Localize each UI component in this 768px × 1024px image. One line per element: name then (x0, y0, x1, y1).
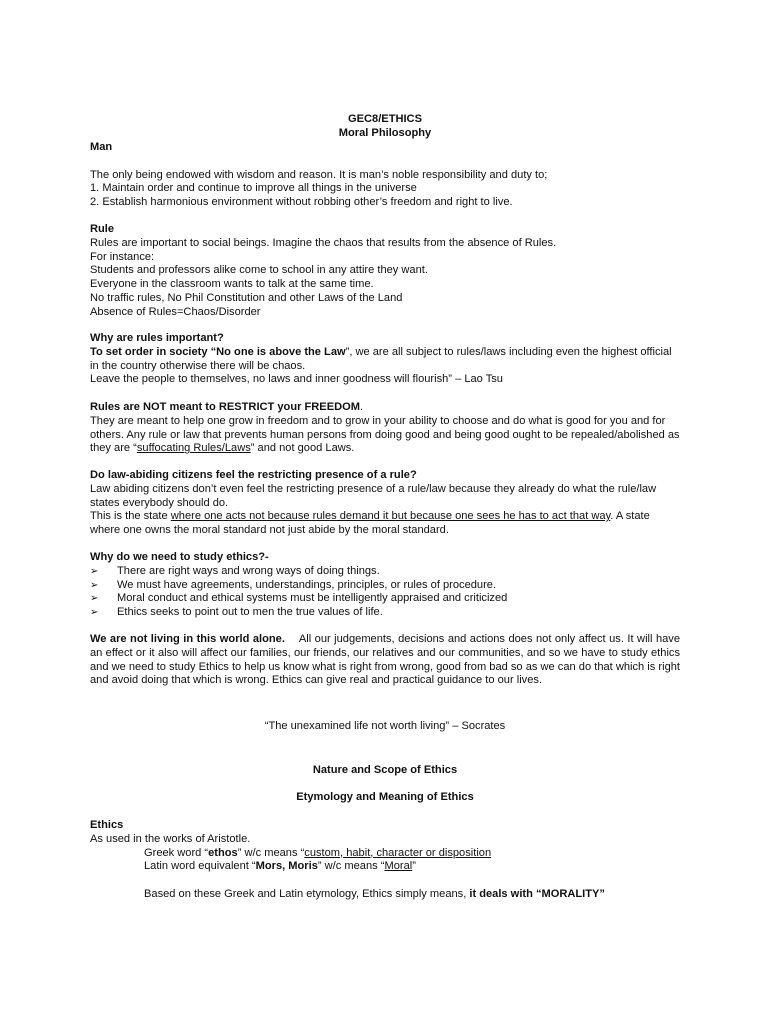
why-rules-lead-rest: ”, we are all subject to rules/laws including even the highest official in the country otherwise there will be chaos. (90, 345, 672, 372)
moral-standard-paragraph (90, 510, 680, 538)
why-rules-paragraph (90, 346, 680, 374)
freedom-text: They are meant to help one grow in freedom and to grow in your ability to choose and do what is good for you and for others. Any rule or law that prevents human persons from doing good and being good ought to be repealed/abolished as they are “ (90, 414, 680, 455)
greek-meaning: custom, habit, character or disposition (304, 846, 492, 859)
freedom-text-end: ” and not good Laws. (250, 442, 355, 455)
arrow-bullet-icon: ➢ (90, 579, 99, 591)
not-alone-lead: We are not living in this world alone. (90, 633, 285, 645)
why-rules-section (90, 332, 680, 387)
freedom-heading-line (90, 401, 680, 415)
ethics-section (90, 819, 680, 902)
latin-word: Mors, Moris (255, 860, 318, 873)
ethics-conclusion (90, 888, 680, 902)
why-rules-lead: To set order in society “No one is above the Law (90, 345, 346, 358)
list-item-text: Moral conduct and ethical systems must be intelligently appraised and criticized (117, 592, 508, 605)
conclusion-bold: it deals with “MORALITY” (469, 887, 605, 900)
man-duty-1: 1. Maintain order and continue to improve all things in the universe (90, 182, 417, 195)
greek-text: ” w/c means “ (237, 846, 305, 859)
latin-meaning: Moral (384, 860, 413, 873)
list-item (90, 565, 680, 579)
greek-word: ethos (208, 846, 238, 859)
arrow-bullet-icon: ➢ (90, 607, 99, 619)
list-item (90, 606, 680, 620)
socrates-quote: “The unexamined life not worth living” – Socrates (264, 720, 506, 732)
study-ethics-list (90, 565, 680, 620)
arrow-bullet-icon: ➢ (90, 565, 99, 577)
man-duty-2: 2. Establish harmonious environment without robbing other’s freedom and right to live. (90, 196, 513, 209)
law-abiding-section (90, 469, 680, 538)
law-abiding-heading: Do law-abiding citizens feel the restricting presence of a rule? (90, 469, 417, 481)
latin-text: Latin word equivalent “ (144, 860, 256, 873)
greek-word-line (90, 847, 680, 861)
freedom-heading: Rules are NOT meant to RESTRICT your FREEDOM (90, 401, 360, 413)
moral-standard-text-end: . A state where one owns the moral standard not just abide by the moral standard. (90, 510, 650, 537)
list-item-text: We must have agreements, understandings, principles, or rules of procedure. (117, 578, 497, 591)
latin-word-line (90, 860, 680, 874)
why-rules-heading: Why are rules important? (90, 332, 224, 344)
latin-text: ” (412, 860, 416, 873)
list-item (90, 579, 680, 593)
rule-heading: Rule (90, 223, 115, 235)
freedom-section (90, 401, 680, 456)
rule-line: Everyone in the classroom wants to talk at the same time. (90, 278, 374, 291)
document-header (90, 113, 680, 141)
man-definition: The only being endowed with wisdom and reason. It is man’s noble responsibility and duty to; (90, 168, 548, 181)
rule-line: No traffic rules, No Phil Constitution and other Laws of the Land (90, 291, 403, 304)
law-abiding-text: Law abiding citizens don’t even feel the restricting presence of a rule/law because they already do what the rule/law states everybody should do. (90, 482, 657, 509)
conclusion-text: Based on these Greek and Latin etymology, Ethics simply means, (144, 887, 470, 900)
rule-line: Students and professors alike come to school in any attire they want. (90, 264, 428, 277)
document-title: Moral Philosophy (338, 126, 432, 139)
rule-line: Rules are important to social beings. Imagine the chaos that results from the absence of Rules. (90, 236, 557, 249)
man-section (90, 141, 680, 210)
lao-tsu-quote: Leave the people to themselves, no laws and inner goodness will flourish” – Lao Tsu (90, 373, 503, 386)
list-item-text: Ethics seeks to point out to men the true values of life. (117, 606, 383, 619)
suffocating-rules-text: suffocating Rules/Laws (136, 442, 251, 455)
etymology-title: Etymology and Meaning of Ethics (296, 791, 474, 803)
latin-text: ” w/c means “ (317, 860, 385, 873)
ethics-intro: As used in the works of Aristotle. (90, 832, 251, 845)
list-item (90, 592, 680, 606)
list-item-text: There are right ways and wrong ways of doing things. (117, 564, 380, 577)
rule-line: For instance: (90, 250, 155, 263)
freedom-heading-end: . (359, 401, 364, 413)
greek-text: Greek word “ (144, 846, 209, 859)
man-heading: Man (90, 141, 113, 153)
study-ethics-section (90, 551, 680, 620)
rule-line: Absence of Rules=Chaos/Disorder (90, 305, 261, 318)
course-code: GEC8/ETHICS (348, 113, 422, 125)
moral-standard-text: This is the state (90, 510, 171, 523)
not-alone-text: All our judgements, decisions and actions does not only affect us. It will have an effect or it also will affect our families, our friends, our relatives and our communities, and so we have to study ethics and we need to study Ethics to help us know what is right from wrong, good from bad so as we can do that which is right and avoid doing that which is wrong. Ethics can give real and practical guidance to our lives. (90, 633, 680, 687)
freedom-paragraph (90, 415, 680, 456)
nature-scope-title: Nature and Scope of Ethics (312, 764, 458, 776)
ethics-heading: Ethics (90, 819, 124, 831)
rule-section (90, 223, 680, 320)
study-ethics-heading: Why do we need to study ethics?- (90, 551, 269, 563)
not-alone-paragraph (90, 633, 680, 688)
arrow-bullet-icon: ➢ (90, 593, 99, 605)
moral-standard-underlined: where one acts not because rules demand it but because one sees he has to act that way (170, 510, 611, 523)
